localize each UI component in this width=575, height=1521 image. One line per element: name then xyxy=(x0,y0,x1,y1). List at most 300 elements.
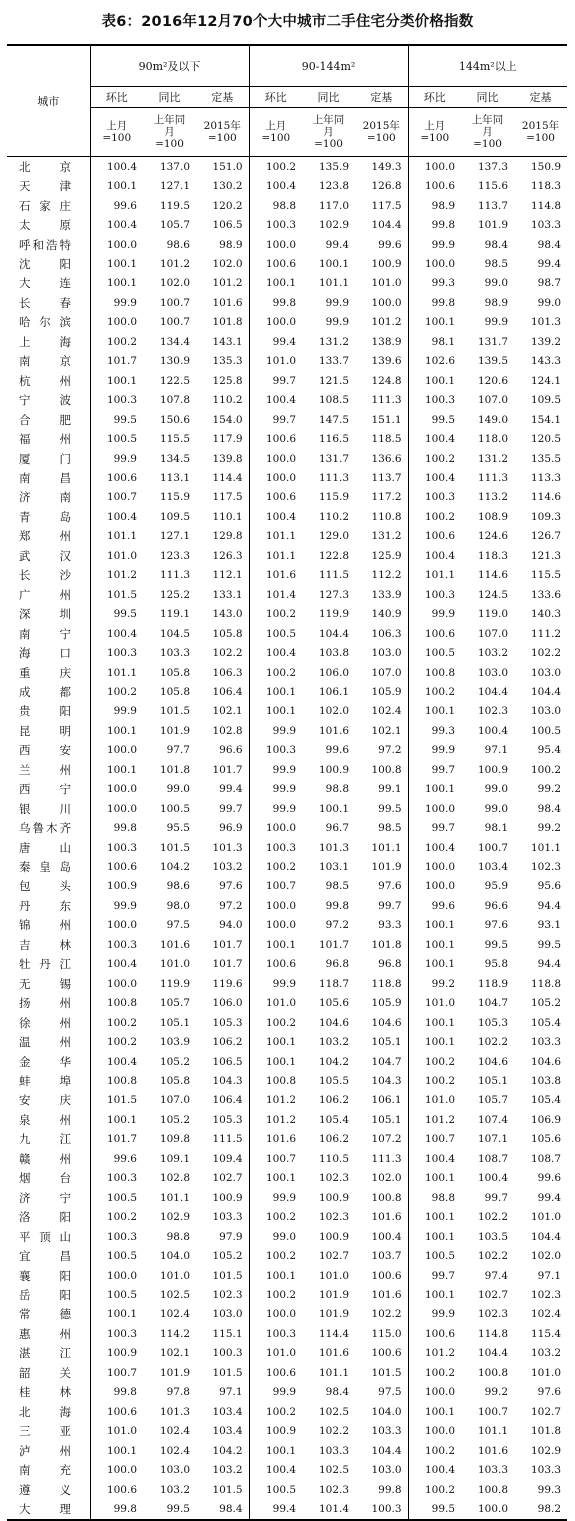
value-cell: 98.6 xyxy=(166,880,190,893)
value-cell: 117.5 xyxy=(196,488,249,507)
value-cell: 105.8 xyxy=(196,624,249,643)
value-cell: 105.3 xyxy=(477,1016,509,1029)
value-cell: 120.6 xyxy=(477,374,509,387)
value-cell: 102.4 xyxy=(355,702,408,721)
value-cell: 100.0 xyxy=(424,861,456,874)
value-cell: 100.4 xyxy=(265,647,297,660)
value-cell: 98.0 xyxy=(166,899,190,912)
table-row xyxy=(7,390,567,409)
value-cell: 100.4 xyxy=(265,510,297,523)
value-cell: 99.6 xyxy=(431,899,456,912)
value-cell: 131.7 xyxy=(477,335,509,348)
value-cell: 100.6 xyxy=(265,257,297,270)
value-cell: 100.2 xyxy=(265,666,297,679)
value-cell: 100.8 xyxy=(355,760,408,779)
value-cell: 100.4 xyxy=(106,1055,137,1068)
value-cell: 105.7 xyxy=(159,997,190,1010)
value-cell: 103.0 xyxy=(531,705,562,718)
table-row xyxy=(7,1344,567,1363)
value-cell: 100.2 xyxy=(265,608,297,621)
value-cell: 130.2 xyxy=(196,176,249,195)
city-cell: 宜昌 xyxy=(7,1246,90,1265)
city-cell: 包头 xyxy=(7,877,90,896)
table-row xyxy=(7,1421,567,1440)
value-cell: 107.0 xyxy=(355,663,408,682)
value-cell: 100.2 xyxy=(265,1250,297,1263)
value-cell: 119.1 xyxy=(159,608,190,621)
value-cell: 100.8 xyxy=(477,1366,509,1379)
value-cell: 127.1 xyxy=(159,180,190,193)
value-cell: 139.2 xyxy=(531,335,562,348)
value-cell: 98.9 xyxy=(431,199,456,212)
value-cell: 100.4 xyxy=(424,1152,456,1165)
value-cell: 139.5 xyxy=(477,355,509,368)
value-cell: 100.6 xyxy=(355,1344,408,1363)
value-cell: 103.0 xyxy=(159,1464,190,1477)
value-cell: 100.3 xyxy=(265,841,297,854)
value-cell: 101.7 xyxy=(106,355,137,368)
value-cell: 100.6 xyxy=(265,491,297,504)
value-cell: 100.1 xyxy=(318,802,350,815)
value-cell: 101.2 xyxy=(106,569,137,582)
value-cell: 98.9 xyxy=(484,296,509,309)
value-cell: 117.9 xyxy=(196,429,249,448)
value-cell: 100.1 xyxy=(424,316,456,329)
value-cell: 100.4 xyxy=(355,1227,408,1246)
value-cell: 100.0 xyxy=(265,452,297,465)
value-cell: 100.9 xyxy=(318,1230,350,1243)
value-cell: 99.3 xyxy=(537,1483,562,1496)
value-cell: 101.2 xyxy=(424,1113,456,1126)
value-cell: 111.5 xyxy=(196,1130,249,1149)
value-cell: 101.7 xyxy=(196,935,249,954)
value-cell: 107.0 xyxy=(477,394,509,407)
value-cell: 97.2 xyxy=(325,919,350,932)
table-row xyxy=(7,877,567,896)
value-cell: 100.6 xyxy=(355,1266,408,1285)
value-cell: 110.1 xyxy=(196,507,249,526)
value-cell: 104.4 xyxy=(531,685,562,698)
value-cell: 115.4 xyxy=(531,1327,562,1340)
value-cell: 99.3 xyxy=(431,724,456,737)
value-cell: 99.9 xyxy=(272,977,297,990)
value-cell: 109.3 xyxy=(531,510,562,523)
city-cell: 安庆 xyxy=(7,1091,90,1110)
value-cell: 107.1 xyxy=(477,1133,509,1146)
value-cell: 119.9 xyxy=(159,977,190,990)
value-cell: 101.8 xyxy=(355,935,408,954)
value-cell: 154.1 xyxy=(531,413,562,426)
value-cell: 112.1 xyxy=(196,566,249,585)
value-cell: 103.2 xyxy=(531,1347,562,1360)
value-cell: 138.9 xyxy=(355,332,408,351)
value-cell: 101.5 xyxy=(355,1363,408,1382)
value-cell: 101.3 xyxy=(196,838,249,857)
table-row xyxy=(7,215,567,234)
value-cell: 101.9 xyxy=(159,1366,190,1379)
city-cell: 九江 xyxy=(7,1130,90,1149)
value-cell: 117.5 xyxy=(355,196,408,215)
table-row xyxy=(7,1227,567,1246)
table-row xyxy=(7,468,567,487)
value-cell: 105.3 xyxy=(196,1013,249,1032)
group-header-small: 90m²及以下 xyxy=(90,45,249,87)
value-cell: 100.7 xyxy=(159,296,190,309)
value-cell: 100.2 xyxy=(106,1016,137,1029)
value-cell: 102.0 xyxy=(159,277,190,290)
value-cell: 103.4 xyxy=(196,1421,249,1440)
value-cell: 100.6 xyxy=(265,958,297,971)
table-row xyxy=(7,1266,567,1285)
value-cell: 100.1 xyxy=(106,374,137,387)
value-cell: 101.7 xyxy=(196,760,249,779)
city-cell: 杭州 xyxy=(7,371,90,390)
table-row xyxy=(7,1071,567,1090)
value-cell: 94.0 xyxy=(196,916,249,935)
value-cell: 105.1 xyxy=(159,1016,190,1029)
value-cell: 101.1 xyxy=(477,1425,509,1438)
value-cell: 99.6 xyxy=(355,235,408,254)
value-cell: 98.4 xyxy=(537,238,562,251)
table-row xyxy=(7,955,567,974)
city-cell: 兰州 xyxy=(7,760,90,779)
value-cell: 99.7 xyxy=(431,822,456,835)
value-cell: 105.6 xyxy=(318,997,350,1010)
city-cell: 贵阳 xyxy=(7,702,90,721)
value-cell: 99.1 xyxy=(355,780,408,799)
value-cell: 139.6 xyxy=(355,352,408,371)
table-row xyxy=(7,1149,567,1168)
city-cell: 徐州 xyxy=(7,1013,90,1032)
value-cell: 125.8 xyxy=(196,371,249,390)
value-cell: 103.0 xyxy=(355,643,408,662)
table-row xyxy=(7,1013,567,1032)
value-cell: 99.9 xyxy=(272,763,297,776)
value-cell: 100.4 xyxy=(265,180,297,193)
value-cell: 101.5 xyxy=(159,841,190,854)
city-cell: 北京 xyxy=(7,157,90,177)
value-cell: 131.2 xyxy=(477,452,509,465)
city-cell: 广州 xyxy=(7,585,90,604)
city-cell: 常德 xyxy=(7,1305,90,1324)
value-cell: 101.3 xyxy=(159,1405,190,1418)
value-cell: 99.4 xyxy=(272,335,297,348)
value-cell: 99.8 xyxy=(355,1480,408,1499)
value-cell: 115.0 xyxy=(355,1324,408,1343)
value-cell: 149.0 xyxy=(477,413,509,426)
value-cell: 102.2 xyxy=(477,1036,509,1049)
value-cell: 103.5 xyxy=(477,1230,509,1243)
city-cell: 西安 xyxy=(7,741,90,760)
table-row xyxy=(7,371,567,390)
city-cell: 哈尔滨 xyxy=(7,313,90,332)
value-cell: 98.8 xyxy=(272,199,297,212)
value-cell: 99.9 xyxy=(113,705,137,718)
value-cell: 106.4 xyxy=(196,1091,249,1110)
value-cell: 108.7 xyxy=(531,1152,562,1165)
value-cell: 101.1 xyxy=(159,1191,190,1204)
value-cell: 101.9 xyxy=(159,724,190,737)
value-cell: 100.0 xyxy=(265,238,297,251)
value-cell: 100.0 xyxy=(106,744,137,757)
value-cell: 100.1 xyxy=(424,1230,456,1243)
value-cell: 108.7 xyxy=(477,1152,509,1165)
value-cell: 106.4 xyxy=(196,682,249,701)
value-cell: 143.1 xyxy=(196,332,249,351)
table-row xyxy=(7,935,567,954)
value-cell: 104.2 xyxy=(159,861,190,874)
value-cell: 98.1 xyxy=(484,822,509,835)
value-cell: 102.2 xyxy=(531,647,562,660)
value-cell: 100.2 xyxy=(424,1444,456,1457)
base-header: 上月 =100 xyxy=(249,108,302,157)
value-cell: 100.5 xyxy=(531,724,562,737)
value-cell: 100.1 xyxy=(265,1269,297,1282)
value-cell: 101.0 xyxy=(159,1269,190,1282)
value-cell: 98.2 xyxy=(514,1499,567,1519)
value-cell: 150.6 xyxy=(159,413,190,426)
value-cell: 100.1 xyxy=(424,705,456,718)
value-cell: 100.0 xyxy=(265,1308,297,1321)
value-cell: 105.9 xyxy=(355,682,408,701)
value-cell: 100.8 xyxy=(106,1075,137,1088)
value-cell: 98.5 xyxy=(325,880,350,893)
table-row xyxy=(7,176,567,195)
value-cell: 101.8 xyxy=(531,1425,562,1438)
city-cell: 襄阳 xyxy=(7,1266,90,1285)
table-row xyxy=(7,235,567,254)
value-cell: 99.9 xyxy=(325,316,350,329)
value-cell: 100.0 xyxy=(106,802,137,815)
value-cell: 101.0 xyxy=(265,355,297,368)
value-cell: 99.7 xyxy=(431,763,456,776)
value-cell: 101.0 xyxy=(318,1269,350,1282)
value-cell: 100.3 xyxy=(106,1327,137,1340)
value-cell: 111.5 xyxy=(318,569,350,582)
value-cell: 100.2 xyxy=(106,685,137,698)
value-cell: 102.2 xyxy=(355,1305,408,1324)
value-cell: 102.2 xyxy=(477,1250,509,1263)
value-cell: 104.5 xyxy=(159,627,190,640)
city-cell: 南宁 xyxy=(7,624,90,643)
table-row xyxy=(7,1383,567,1402)
value-cell: 100.0 xyxy=(106,919,137,932)
value-cell: 102.7 xyxy=(196,1169,249,1188)
value-cell: 106.0 xyxy=(196,993,249,1012)
value-cell: 100.0 xyxy=(424,880,456,893)
value-cell: 95.4 xyxy=(537,744,562,757)
table-row xyxy=(7,838,567,857)
value-cell: 100.3 xyxy=(265,744,297,757)
city-cell: 秦皇岛 xyxy=(7,857,90,876)
value-cell: 103.0 xyxy=(531,666,562,679)
city-cell: 泸州 xyxy=(7,1441,90,1460)
city-cell: 长沙 xyxy=(7,566,90,585)
value-cell: 102.1 xyxy=(355,721,408,740)
value-cell: 101.2 xyxy=(159,257,190,270)
value-cell: 96.9 xyxy=(196,818,249,837)
value-cell: 133.7 xyxy=(318,355,350,368)
value-cell: 99.8 xyxy=(431,219,456,232)
value-cell: 104.4 xyxy=(318,627,350,640)
value-cell: 113.1 xyxy=(159,471,190,484)
city-cell: 厦门 xyxy=(7,449,90,468)
table-row xyxy=(7,702,567,721)
value-cell: 115.5 xyxy=(159,433,190,446)
table-row xyxy=(7,916,567,935)
value-cell: 105.2 xyxy=(196,1246,249,1265)
table-row xyxy=(7,429,567,448)
city-cell: 洛阳 xyxy=(7,1207,90,1226)
city-cell: 金华 xyxy=(7,1052,90,1071)
value-cell: 118.3 xyxy=(531,180,562,193)
value-cell: 101.0 xyxy=(424,997,456,1010)
value-cell: 109.8 xyxy=(159,1133,190,1146)
value-cell: 103.4 xyxy=(196,1402,249,1421)
value-cell: 147.5 xyxy=(318,413,350,426)
value-cell: 124.1 xyxy=(531,374,562,387)
table-row xyxy=(7,488,567,507)
value-cell: 102.3 xyxy=(477,705,509,718)
value-cell: 100.0 xyxy=(265,899,297,912)
value-cell: 103.8 xyxy=(318,647,350,660)
table-row xyxy=(7,254,567,273)
value-cell: 149.3 xyxy=(355,157,408,177)
city-cell: 扬州 xyxy=(7,993,90,1012)
value-cell: 99.5 xyxy=(113,413,137,426)
value-cell: 100.0 xyxy=(265,471,297,484)
value-cell: 101.6 xyxy=(355,1207,408,1226)
value-cell: 100.0 xyxy=(106,316,137,329)
value-cell: 105.8 xyxy=(159,1075,190,1088)
table-row xyxy=(7,721,567,740)
value-cell: 151.0 xyxy=(196,157,249,177)
value-cell: 100.1 xyxy=(265,1036,297,1049)
value-cell: 101.8 xyxy=(159,763,190,776)
city-cell: 三亚 xyxy=(7,1421,90,1440)
sub-header: 定基 xyxy=(196,87,249,108)
value-cell: 103.7 xyxy=(355,1246,408,1265)
value-cell: 97.6 xyxy=(537,1386,562,1399)
value-cell: 101.2 xyxy=(265,1094,297,1107)
value-cell: 104.7 xyxy=(477,997,509,1010)
value-cell: 122.5 xyxy=(159,374,190,387)
city-cell: 吉林 xyxy=(7,935,90,954)
value-cell: 101.6 xyxy=(265,569,297,582)
value-cell: 99.5 xyxy=(143,1499,196,1519)
value-cell: 101.5 xyxy=(196,1363,249,1382)
page-title: 表6：2016年12月70个大中城市二手住宅分类价格指数 xyxy=(101,14,474,30)
value-cell: 101.1 xyxy=(106,530,137,543)
table-row xyxy=(7,643,567,662)
table-row xyxy=(7,1091,567,1110)
value-cell: 100.1 xyxy=(106,1444,137,1457)
value-cell: 100.1 xyxy=(106,180,137,193)
value-cell: 100.2 xyxy=(265,160,297,173)
value-cell: 100.0 xyxy=(265,919,297,932)
value-cell: 100.1 xyxy=(265,938,297,951)
value-cell: 100.7 xyxy=(477,1405,509,1418)
value-cell: 99.8 xyxy=(113,822,137,835)
value-cell: 99.0 xyxy=(272,1230,297,1243)
value-cell: 100.3 xyxy=(265,1327,297,1340)
value-cell: 99.6 xyxy=(325,744,350,757)
value-cell: 120.2 xyxy=(196,196,249,215)
table-row xyxy=(7,993,567,1012)
value-cell: 98.7 xyxy=(537,277,562,290)
value-cell: 104.2 xyxy=(318,1055,350,1068)
sub-header: 同比 xyxy=(461,87,514,108)
value-cell: 100.2 xyxy=(424,1366,456,1379)
value-cell: 100.1 xyxy=(424,374,456,387)
value-cell: 119.5 xyxy=(159,199,190,212)
value-cell: 100.1 xyxy=(424,938,456,951)
value-cell: 103.0 xyxy=(355,1460,408,1479)
value-cell: 105.8 xyxy=(159,666,190,679)
value-cell: 105.9 xyxy=(355,993,408,1012)
value-cell: 98.5 xyxy=(355,818,408,837)
value-cell: 143.0 xyxy=(196,604,249,623)
value-cell: 102.9 xyxy=(318,219,350,232)
value-cell: 119.6 xyxy=(196,974,249,993)
value-cell: 100.6 xyxy=(265,433,297,446)
table-row xyxy=(7,527,567,546)
value-cell: 107.4 xyxy=(477,1113,509,1126)
city-cell: 泉州 xyxy=(7,1110,90,1129)
value-cell: 105.4 xyxy=(531,1094,562,1107)
value-cell: 99.7 xyxy=(272,374,297,387)
value-cell: 100.4 xyxy=(477,1172,509,1185)
value-cell: 99.0 xyxy=(166,783,190,796)
value-cell: 104.7 xyxy=(355,1052,408,1071)
value-cell: 105.6 xyxy=(531,1133,562,1146)
value-cell: 105.7 xyxy=(159,219,190,232)
value-cell: 123.3 xyxy=(159,549,190,562)
value-cell: 99.4 xyxy=(537,257,562,270)
value-cell: 110.5 xyxy=(318,1152,350,1165)
value-cell: 103.0 xyxy=(477,666,509,679)
value-cell: 129.0 xyxy=(318,530,350,543)
value-cell: 102.9 xyxy=(159,1211,190,1224)
base-header: 上月 =100 xyxy=(90,108,143,157)
table-row xyxy=(7,604,567,623)
value-cell: 105.4 xyxy=(531,1016,562,1029)
value-cell: 100.0 xyxy=(106,783,137,796)
value-cell: 100.1 xyxy=(424,1211,456,1224)
table-row xyxy=(7,1246,567,1265)
value-cell: 118.8 xyxy=(355,974,408,993)
city-cell: 青岛 xyxy=(7,507,90,526)
value-cell: 95.6 xyxy=(537,880,562,893)
table-row xyxy=(7,449,567,468)
value-cell: 100.5 xyxy=(265,1483,297,1496)
value-cell: 102.3 xyxy=(531,1289,562,1301)
value-cell: 100.2 xyxy=(424,1483,456,1496)
value-cell: 106.5 xyxy=(196,215,249,234)
value-cell: 101.0 xyxy=(265,997,297,1010)
value-cell: 135.3 xyxy=(196,352,249,371)
city-cell: 石家庄 xyxy=(7,196,90,215)
table-row xyxy=(7,1110,567,1129)
value-cell: 99.9 xyxy=(272,724,297,737)
value-cell: 101.1 xyxy=(355,838,408,857)
value-cell: 101.5 xyxy=(196,1480,249,1499)
value-cell: 96.8 xyxy=(355,955,408,974)
value-cell: 154.0 xyxy=(196,410,249,429)
value-cell: 102.4 xyxy=(159,1444,190,1457)
value-cell: 100.1 xyxy=(265,685,297,698)
value-cell: 103.3 xyxy=(318,1444,350,1457)
